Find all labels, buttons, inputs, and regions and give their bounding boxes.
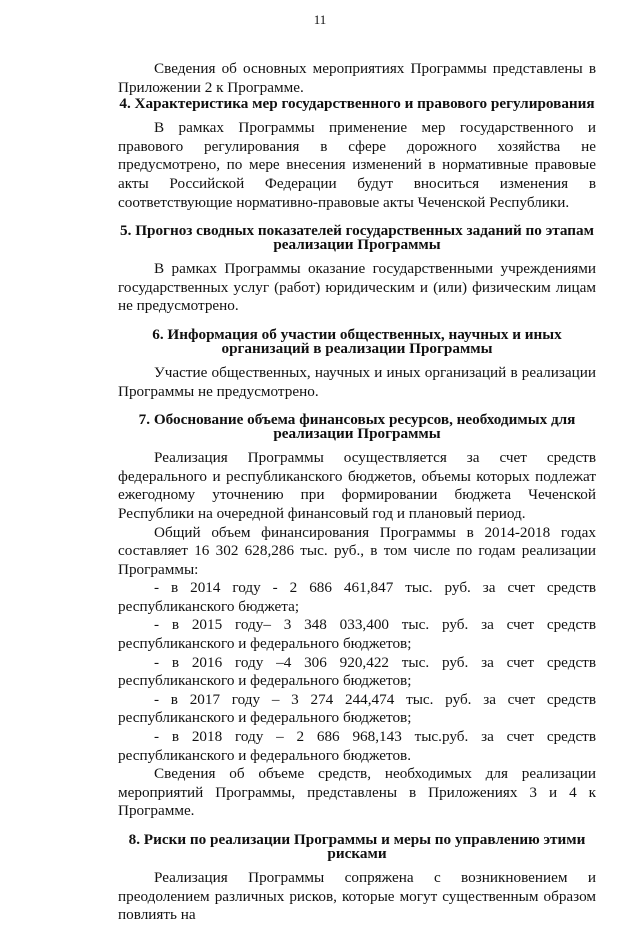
page-number: 11	[313, 12, 327, 27]
paragraph-regulation: В рамках Программы применение мер государственного и правового регулирования в сфере дорожного хозяйства не предусмотрено, по мере внесения изменений в нормативные правовые акты Российской Федерации будут вноситься изменения в соответствующие нормативно-правовые акты Чеченской Республики.	[118, 119, 596, 211]
paragraph-funding-sources: Реализация Программы осуществляется за счет средств федерального и республиканского бюджетов, объемы которых подлежат ежегодному уточнению при формировании бюджета Чеченской Республики на очередной финансовый год и плановый период.	[118, 449, 596, 522]
list-item-2014: - в 2014 году - 2 686 461,847 тыс. руб. за счет средств республиканского бюджета;	[118, 579, 596, 615]
heading-section-8: 8. Риски по реализации Программы и меры по управлению этими рисками	[128, 831, 586, 862]
list-item-2016: - в 2016 году –4 306 920,422 тыс. руб. за счет средств республиканского и федерального бюджетов;	[118, 653, 596, 690]
paragraph-total-funding: Общий объем финансирования Программы в 2014-2018 годах составляет 16 302 628,286 тыс. руб., в том числе по годам реализации Программы:	[118, 523, 596, 578]
paragraph-appendix-2: Сведения об основных мероприятиях Программы представлены в Приложении 2 к Программе.	[118, 60, 596, 96]
paragraph-state-tasks: В рамках Программы оказание государственными учреждениями государственных услуг (работ) юридическим и (или) физическим лицам не предусмотрено.	[118, 260, 596, 315]
list-item-2015: - в 2015 году– 3 348 033,400 тыс. руб. за счет средств республиканского и федерального бюджетов;	[118, 616, 596, 653]
list-item-2017: - в 2017 году – 3 274 244,474 тыс. руб. за счет средств республиканского и федерального бюджетов;	[118, 690, 596, 727]
page-content	[118, 60, 596, 925]
paragraph-risks: Реализация Программы сопряжена с возникновением и преодолением различных рисков, которые могут существенным образом повлиять на	[118, 869, 596, 924]
heading-section-4: 4. Характеристика мер государственного и правового регулирования	[119, 95, 595, 113]
paragraph-appendices-3-4: Сведения об объеме средств, необходимых для реализации мероприятий Программы, представлены в Приложениях 3 и 4 к Программе.	[118, 765, 596, 820]
heading-section-6: 6. Информация об участии общественных, научных и иных организаций в реализации Программы	[152, 325, 562, 357]
heading-section-7: 7. Обоснование объема финансовых ресурсов, необходимых для реализации Программы	[138, 411, 576, 443]
list-item-2018: - в 2018 году – 2 686 968,143 тыс.руб. за счет средств республиканского и федерального бюджетов.	[118, 728, 596, 764]
paragraph-organizations: Участие общественных, научных и иных организаций в реализации Программы не предусмотрено.	[118, 363, 596, 400]
heading-section-5: 5. Прогноз сводных показателей государственных заданий по этапам реализации Программы	[120, 222, 594, 254]
